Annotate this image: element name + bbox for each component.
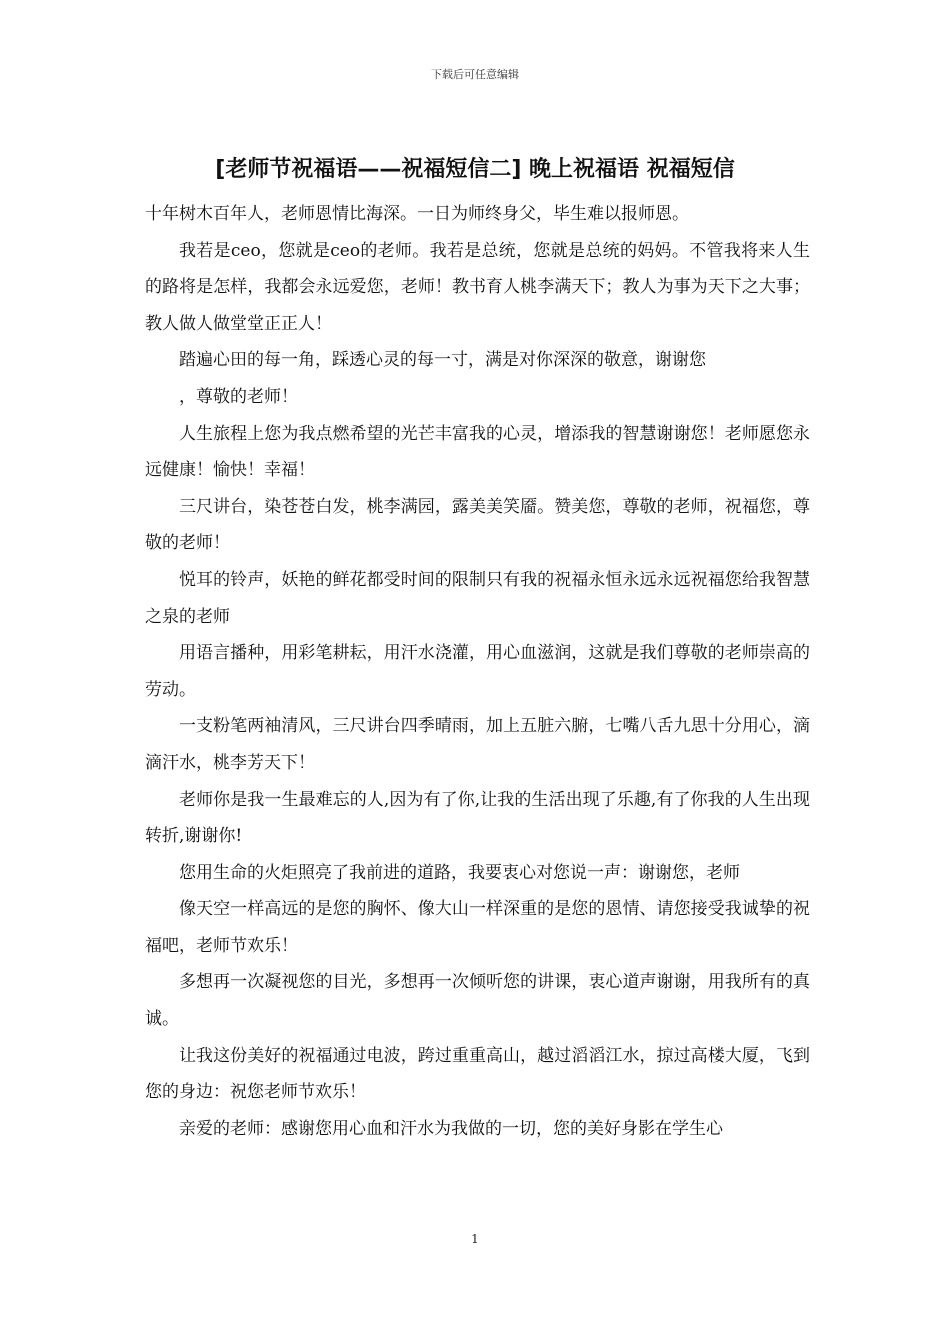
paragraph: 一支粉笔两袖清风，三尺讲台四季晴雨，加上五脏六腑，七嘴八舌九思十分用心，滴滴汗水，桃李芳天下！ — [145, 716, 810, 773]
page-number: 1 — [471, 1232, 479, 1246]
document-body — [145, 196, 810, 1147]
paragraph: 您用生命的火炬照亮了我前进的道路，我要衷心对您说一声：谢谢您，老师 — [179, 862, 740, 883]
header-note: 下载后可任意编辑 — [431, 68, 519, 81]
paragraph: 我若是ceo，您就是ceo的老师。我若是总统，您就是总统的妈妈。不管我将来人生的路将是怎样，我都会永远爱您，老师！教书育人桃李满天下；教人为事为天下之大事；教人做人做堂堂正正人！ — [145, 240, 810, 334]
paragraph: 老师你是我一生最难忘的人,因为有了你,让我的生活出现了乐趣,有了你我的人生出现转折,谢谢你! — [145, 789, 810, 847]
paragraph: 悦耳的铃声，妖艳的鲜花都受时间的限制只有我的祝福永恒永远永远祝福您给我智慧之泉的老师 — [145, 569, 810, 627]
paragraph: ，尊敬的老师！ — [179, 386, 298, 407]
paragraph: 像天空一样高远的是您的胸怀、像大山一样深重的是您的恩情、请您接受我诚挚的祝福吧，老师节欢乐！ — [145, 899, 810, 956]
document-title: [老师节祝福语——祝福短信二] 晚上祝福语 祝福短信 — [215, 157, 735, 182]
paragraph: 多想再一次凝视您的目光，多想再一次倾听您的讲课，衷心道声谢谢，用我所有的真诚。 — [145, 972, 810, 1030]
paragraph: 踏遍心田的每一角，踩透心灵的每一寸，满是对你深深的敬意，谢谢您 — [179, 350, 706, 371]
paragraph: 用语言播种，用彩笔耕耘，用汗水浇灌，用心血滋润，这就是我们尊敬的老师崇高的劳动。 — [145, 643, 810, 700]
paragraph: 让我这份美好的祝福通过电波，跨过重重高山，越过滔滔江水，掠过高楼大厦，飞到您的身边：祝您老师节欢乐！ — [145, 1045, 810, 1103]
paragraph: 人生旅程上您为我点燃希望的光芒丰富我的心灵，增添我的智慧谢谢您！老师愿您永远健康！愉快！幸福！ — [145, 423, 810, 481]
paragraph: 三尺讲台，染苍苍白发，桃李满园，露美美笑靥。赞美您，尊敬的老师，祝福您，尊敬的老师！ — [145, 496, 810, 554]
paragraph: 十年树木百年人，老师恩情比海深。一日为师终身父，毕生难以报师恩。 — [145, 204, 689, 224]
paragraph: 亲爱的老师：感谢您用心血和汗水为我做的一切，您的美好身影在学生心 — [179, 1118, 723, 1139]
